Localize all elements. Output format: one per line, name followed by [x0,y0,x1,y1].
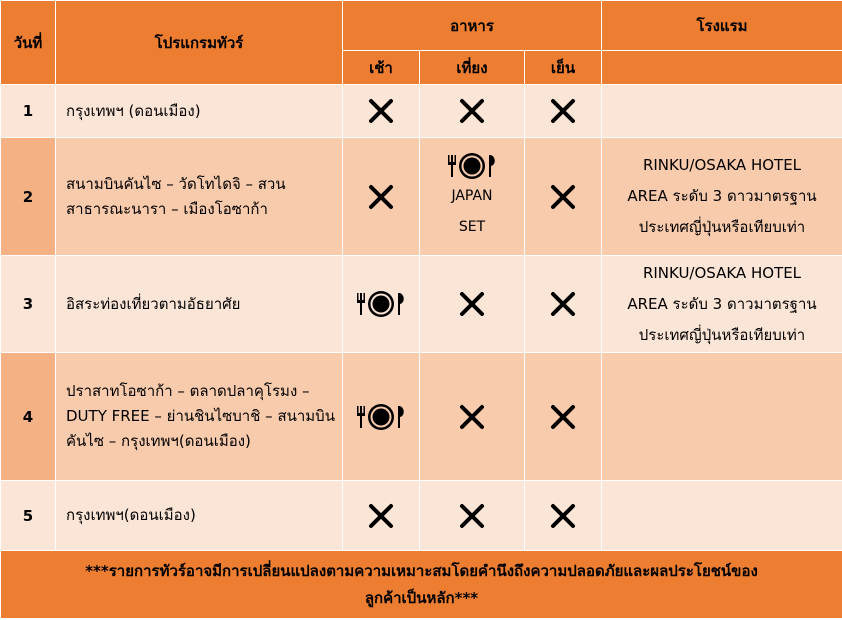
breakfast-cell [343,353,420,481]
header-dinner: เย็น [525,51,602,85]
lunch-cell [420,138,525,256]
breakfast-cell [343,138,420,256]
day-number: 5 [1,481,56,551]
x-mark-icon [459,291,485,317]
breakfast-cell [343,85,420,138]
dinner-cell [525,481,602,551]
header-day: วันที่ [1,1,56,85]
hotel-cell [602,256,842,353]
program-text: ปราสาทโอซาก้า – ตลาดปลาคุโรมง – DUTY FREE – ย่านชินไซบาชิ – สนามบินคันไซ – กรุงเทพฯ(ดอนเมือง) [56,353,343,481]
program-text: กรุงเทพฯ (ดอนเมือง) [56,85,343,138]
x-mark-icon [368,98,394,124]
plate-cutlery-icon [356,402,406,432]
program-text: กรุงเทพฯ(ดอนเมือง) [56,481,343,551]
footer-line-1: ***รายการทัวร์อาจมีการเปลี่ยนแปลงตามความเหมาะสมโดยคำนึงถึงความปลอดภัยและผลประโยชน์ของ [85,561,758,580]
table-row [1,138,842,256]
breakfast-cell [343,256,420,353]
day-number: 2 [1,138,56,256]
day-number: 4 [1,353,56,481]
hotel-line: RINKU/OSAKA HOTEL [642,156,802,174]
plate-cutlery-icon [356,289,406,319]
hotel-cell [602,481,842,551]
x-mark-icon [459,404,485,430]
day-number: 1 [1,85,56,138]
table-row [1,481,842,551]
hotel-line: AREA ระดับ 3 ดาวมาตรฐาน [627,294,817,313]
lunch-cell [420,256,525,353]
footer-note [1,551,842,619]
x-mark-icon [459,98,485,124]
header-hotel: โรงแรม [602,1,842,51]
table-row [1,256,842,353]
x-mark-icon [550,503,576,529]
hotel-cell [602,138,842,256]
table-row [1,85,842,138]
x-mark-icon [550,404,576,430]
day-number: 3 [1,256,56,353]
dinner-cell [525,138,602,256]
breakfast-cell [343,481,420,551]
footer-line-2: ลูกค้าเป็นหลัก*** [364,588,479,607]
header-program: โปรแกรมทัวร์ [56,1,343,85]
lunch-cell [420,353,525,481]
lunch-label-set: SET [458,218,486,235]
program-text: สนามบินคันไซ – วัดโทไดจิ – สวนสาธารณะนารา – เมืองโอซาก้า [56,138,343,256]
header-food: อาหาร [343,1,602,51]
dinner-cell [525,256,602,353]
hotel-cell [602,85,842,138]
x-mark-icon [550,98,576,124]
lunch-cell [420,85,525,138]
x-mark-icon [550,184,576,210]
x-mark-icon [368,184,394,210]
header-hotel-blank [602,51,842,85]
hotel-line: RINKU/OSAKA HOTEL [642,263,802,282]
hotel-line: AREA ระดับ 3 ดาวมาตรฐาน [627,187,817,205]
program-text: อิสระท่องเที่ยวตามอัธยาศัย [56,256,343,353]
footer-row [1,551,842,619]
x-mark-icon [459,503,485,529]
hotel-line: ประเทศญี่ปุ่นหรือเทียบเท่า [638,218,806,236]
x-mark-icon [550,291,576,317]
table-row [1,353,842,481]
x-mark-icon [368,503,394,529]
hotel-line: ประเทศญี่ปุ่นหรือเทียบเท่า [638,325,806,344]
hotel-cell [602,353,842,481]
header-row [1,1,842,51]
lunch-label-japan: JAPAN [451,187,493,204]
header-breakfast: เช้า [343,51,420,85]
lunch-cell [420,481,525,551]
dinner-cell [525,85,602,138]
plate-cutlery-icon [447,151,497,181]
dinner-cell [525,353,602,481]
header-lunch: เที่ยง [420,51,525,85]
